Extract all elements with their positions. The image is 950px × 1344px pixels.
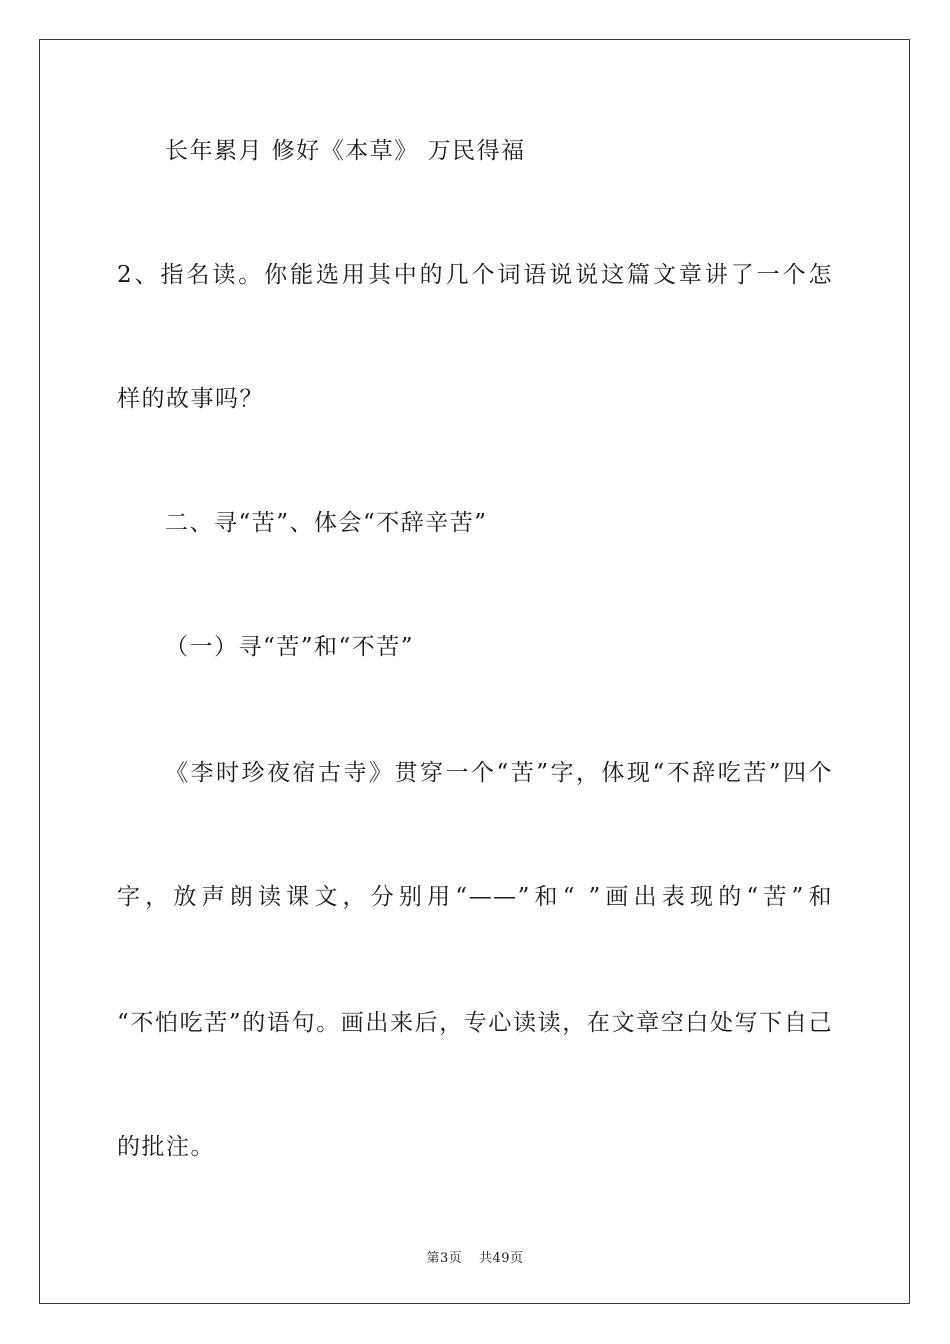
- section-heading: 二、寻“苦”、体会“不辞辛苦”: [165, 510, 488, 536]
- page-footer: [0, 1247, 950, 1266]
- body-line-8: “不怕吃苦”的语句。画出来后，专心读读，在文章空白处写下自己: [117, 1010, 833, 1036]
- body-line-6: 《李时珍夜宿古寺》贯穿一个“苦”字，体现“不辞吃苦”四个: [165, 760, 833, 786]
- page-border: [39, 39, 910, 1304]
- subsection-heading: （一）寻“苦”和“不苦”: [165, 634, 415, 660]
- page-total: 共49页: [478, 1251, 524, 1266]
- body-line-7: 字，放声朗读课文，分别用“——”和“ ”画出表现的“苦”和: [117, 884, 833, 910]
- body-line-1: 长年累月 修好《本草》 万民得福: [165, 138, 526, 164]
- body-line-9: 的批注。: [117, 1134, 215, 1160]
- body-line-3: 样的故事吗？: [117, 386, 264, 412]
- page-number: 第3页: [426, 1251, 463, 1266]
- body-line-2: 2、指名读。你能选用其中的几个词语说说这篇文章讲了一个怎: [117, 262, 833, 288]
